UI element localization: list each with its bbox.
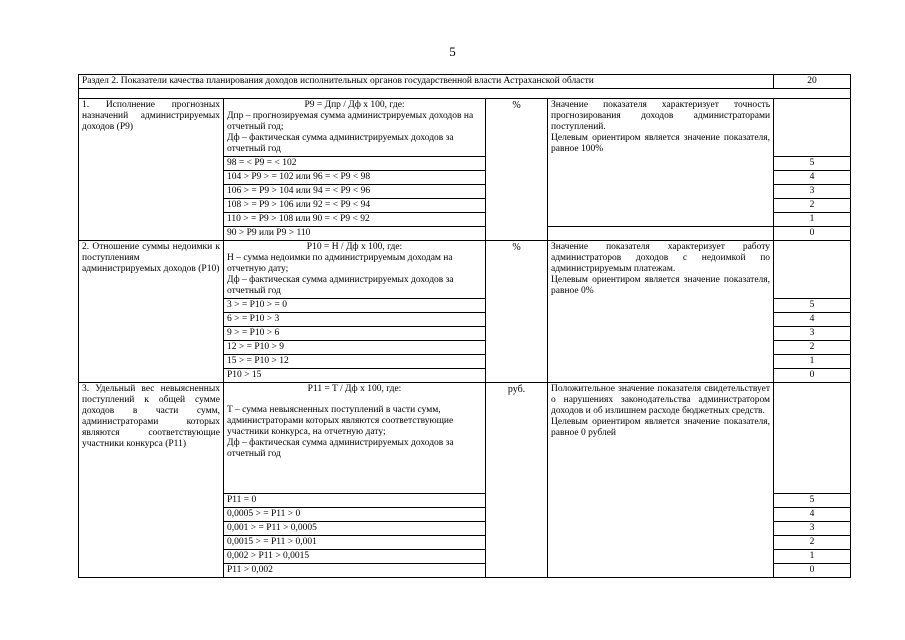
indicator-description bbox=[548, 383, 774, 578]
range-condition: 110 > = P9 > 108 или 90 = < P9 < 92 bbox=[224, 213, 486, 227]
range-score: 5 bbox=[774, 299, 851, 313]
range-condition: 106 > = P9 > 104 или 94 = < P9 < 96 bbox=[224, 185, 486, 199]
indicator-formula: P10 = H / Дф x 100, где: bbox=[306, 242, 403, 252]
range-condition: 104 > P9 > = 102 или 96 = < P9 < 98 bbox=[224, 171, 486, 185]
description-paragraph: Целевым ориентиром является значение показателя, равное 0% bbox=[551, 275, 771, 296]
range-condition: 90 > P9 или P9 > 110 bbox=[224, 227, 486, 241]
indicator-formula: P11 = T / Дф x 100, где: bbox=[307, 384, 402, 394]
indicator-unit: руб. bbox=[486, 383, 548, 578]
description-paragraph: Положительное значение показателя свидетельствует о нарушениях законодательства администратором доходов и об излишнем расходе бюджетных средств. bbox=[551, 384, 771, 416]
range-condition: 98 = < P9 = < 102 bbox=[224, 157, 486, 171]
range-condition: 12 > = P10 > 9 bbox=[224, 341, 486, 355]
indicator-row bbox=[79, 383, 851, 494]
range-score: 3 bbox=[774, 327, 851, 341]
range-score: 1 bbox=[774, 355, 851, 369]
range-condition: 6 > = P10 > 3 bbox=[224, 313, 486, 327]
range-condition: P11 > 0,002 bbox=[224, 564, 486, 578]
range-condition: 0,0015 > = P11 > 0,001 bbox=[224, 536, 486, 550]
indicator-definition: Дф – фактическая сумма администрируемых доходов за отчетный год bbox=[227, 133, 454, 154]
range-score: 4 bbox=[774, 508, 851, 522]
section-score: 20 bbox=[774, 75, 851, 89]
indicator-row bbox=[79, 99, 851, 157]
range-score: 2 bbox=[774, 199, 851, 213]
range-score: 2 bbox=[774, 536, 851, 550]
description-paragraph: Значение показателя характеризует точность прогнозирования доходов администраторами поступлений. bbox=[551, 100, 771, 132]
score-cell bbox=[774, 383, 851, 494]
score-cell bbox=[774, 241, 851, 299]
indicator-definition: Дф – фактическая сумма администрируемых доходов за отчетный год bbox=[227, 275, 454, 296]
range-condition: 0,001 > = P11 > 0,0005 bbox=[224, 522, 486, 536]
indicator-definition: Дф – фактическая сумма администрируемых доходов за отчетный год bbox=[227, 438, 454, 459]
indicator-definition: T – сумма невыясненных поступлений в части сумм, администраторами которых являются соответствующие участники конкурса, на отчетную дату; bbox=[227, 405, 454, 437]
range-condition: 0,002 > P11 > 0,0015 bbox=[224, 550, 486, 564]
indicator-description bbox=[548, 241, 774, 383]
indicator-name: 2. Отношение суммы недоимки к поступлениям администрируемых доходов (P10) bbox=[79, 241, 224, 383]
indicator-name: 1. Исполнение прогнозных назначений администрируемых доходов (P9) bbox=[79, 99, 224, 241]
indicator-unit: % bbox=[486, 241, 548, 383]
range-score: 2 bbox=[774, 341, 851, 355]
description-paragraph: Целевым ориентиром является значение показателя, равное 100% bbox=[551, 133, 771, 154]
indicator-unit: % bbox=[486, 99, 548, 241]
range-condition: 9 > = P10 > 6 bbox=[224, 327, 486, 341]
indicator-formula-cell bbox=[224, 241, 486, 299]
page-number: 5 bbox=[449, 44, 456, 59]
range-score: 3 bbox=[774, 522, 851, 536]
range-score: 0 bbox=[774, 227, 851, 241]
indicator-name: 3. Удельный вес невыясненных поступлений к общей сумме доходов в части сумм, администраторами которых являются соответствующие участники конкурса (P11) bbox=[79, 383, 224, 578]
range-condition: 108 > = P9 > 106 или 92 = < P9 < 94 bbox=[224, 199, 486, 213]
range-score: 0 bbox=[774, 564, 851, 578]
indicator-definition: Дпр – прогнозируемая сумма администрируемых доходов на отчетный год; bbox=[227, 111, 474, 132]
indicator-formula-cell bbox=[224, 99, 486, 157]
section-title: Раздел 2. Показатели качества планирования доходов исполнительных органов государственной власти Астраханской области bbox=[79, 75, 774, 89]
range-score: 3 bbox=[774, 185, 851, 199]
indicator-formula: P9 = Дпр / Дф x 100, где: bbox=[304, 100, 405, 110]
indicator-description bbox=[548, 99, 774, 227]
range-score: 1 bbox=[774, 213, 851, 227]
indicator-row bbox=[79, 241, 851, 299]
range-score: 1 bbox=[774, 550, 851, 564]
range-score: 4 bbox=[774, 171, 851, 185]
description-paragraph: Целевым ориентиром является значение показателя, равное 0 рублей bbox=[551, 417, 771, 438]
indicator-formula-cell bbox=[224, 383, 486, 494]
range-condition: P10 > 15 bbox=[224, 369, 486, 383]
score-cell bbox=[774, 99, 851, 157]
range-score: 5 bbox=[774, 494, 851, 508]
description-paragraph: Значение показателя характеризует работу администраторов доходов с недоимкой по администрируемым платежам. bbox=[551, 242, 771, 274]
indicators-table bbox=[78, 74, 851, 578]
range-score: 0 bbox=[774, 369, 851, 383]
range-condition: 0,0005 > = P11 > 0 bbox=[224, 508, 486, 522]
section-row bbox=[79, 75, 851, 89]
range-condition: P11 = 0 bbox=[224, 494, 486, 508]
range-score: 4 bbox=[774, 313, 851, 327]
range-condition: 15 > = P10 > 12 bbox=[224, 355, 486, 369]
indicator-definition: H – сумма недоимки по администрируемым доходам на отчетную дату; bbox=[227, 253, 453, 274]
range-score: 5 bbox=[774, 157, 851, 171]
range-condition: 3 > = P10 > = 0 bbox=[224, 299, 486, 313]
